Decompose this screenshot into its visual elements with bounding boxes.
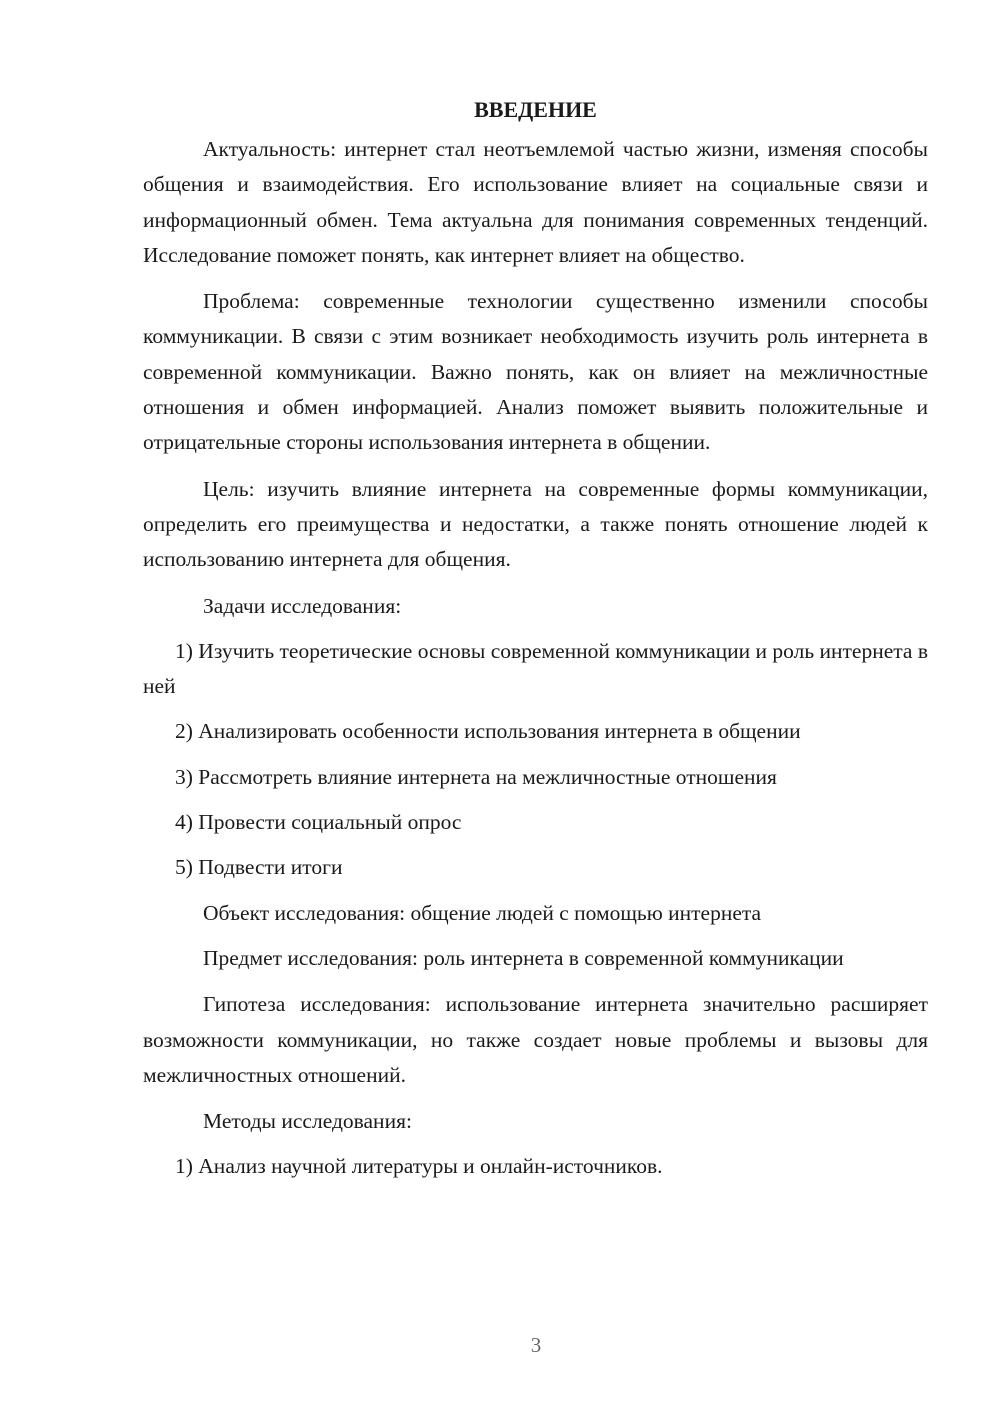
- methods-heading: Методы исследования:: [203, 1109, 412, 1134]
- tasks-heading: Задачи исследования:: [203, 593, 402, 618]
- goal-paragraph: Цель: изучить влияние интернета на современные формы коммуникации, определить его преимущества и недостатки, а также понять отношение людей к использованию интернета для общения.: [143, 476, 928, 572]
- tasks-list: [143, 634, 928, 886]
- list-item: 1) Изучить теоретические основы современной коммуникации и роль интернета в ней: [143, 638, 928, 699]
- section-title: ВВЕДЕНИЕ: [474, 97, 597, 122]
- page-number: 3: [530, 1333, 542, 1357]
- methods-list: [143, 1149, 928, 1184]
- subject-paragraph: Предмет исследования: роль интернета в современной коммуникации: [203, 945, 844, 970]
- list-item: 3) Рассмотреть влияние интернета на межличностные отношения: [175, 764, 777, 789]
- hypothesis-paragraph: Гипотеза исследования: использование интернета значительно расширяет возможности коммуникации, но также создает новые проблемы и вызовы для межличностных отношений.: [143, 992, 928, 1087]
- object-paragraph: Объект исследования: общение людей с помощью интернета: [203, 900, 762, 925]
- problem-paragraph: Проблема: современные технологии существенно изменили способы коммуникации. В связи с этим возникает необходимость изучить роль интернета в современной коммуникации. Важно понять, как он влияет на межличностные отношения и обмен информацией. Анализ поможет выявить положительные и отрицательные стороны использования интернета в общении.: [143, 289, 928, 455]
- list-item: 2) Анализировать особенности использования интернета в общении: [175, 719, 801, 744]
- list-item: 5) Подвести итоги: [175, 855, 343, 880]
- document-page: [143, 92, 928, 1195]
- list-item: 1) Анализ научной литературы и онлайн-источников.: [175, 1154, 663, 1179]
- relevance-paragraph: Актуальность: интернет стал неотъемлемой частью жизни, изменяя способы общения и взаимодействия. Его использование влияет на социальные связи и информационный обмен. Тема актуальна для понимания современных тенденций. Исследование поможет понять, как интернет влияет на общество.: [143, 137, 928, 267]
- list-item: 4) Провести социальный опрос: [175, 810, 462, 835]
